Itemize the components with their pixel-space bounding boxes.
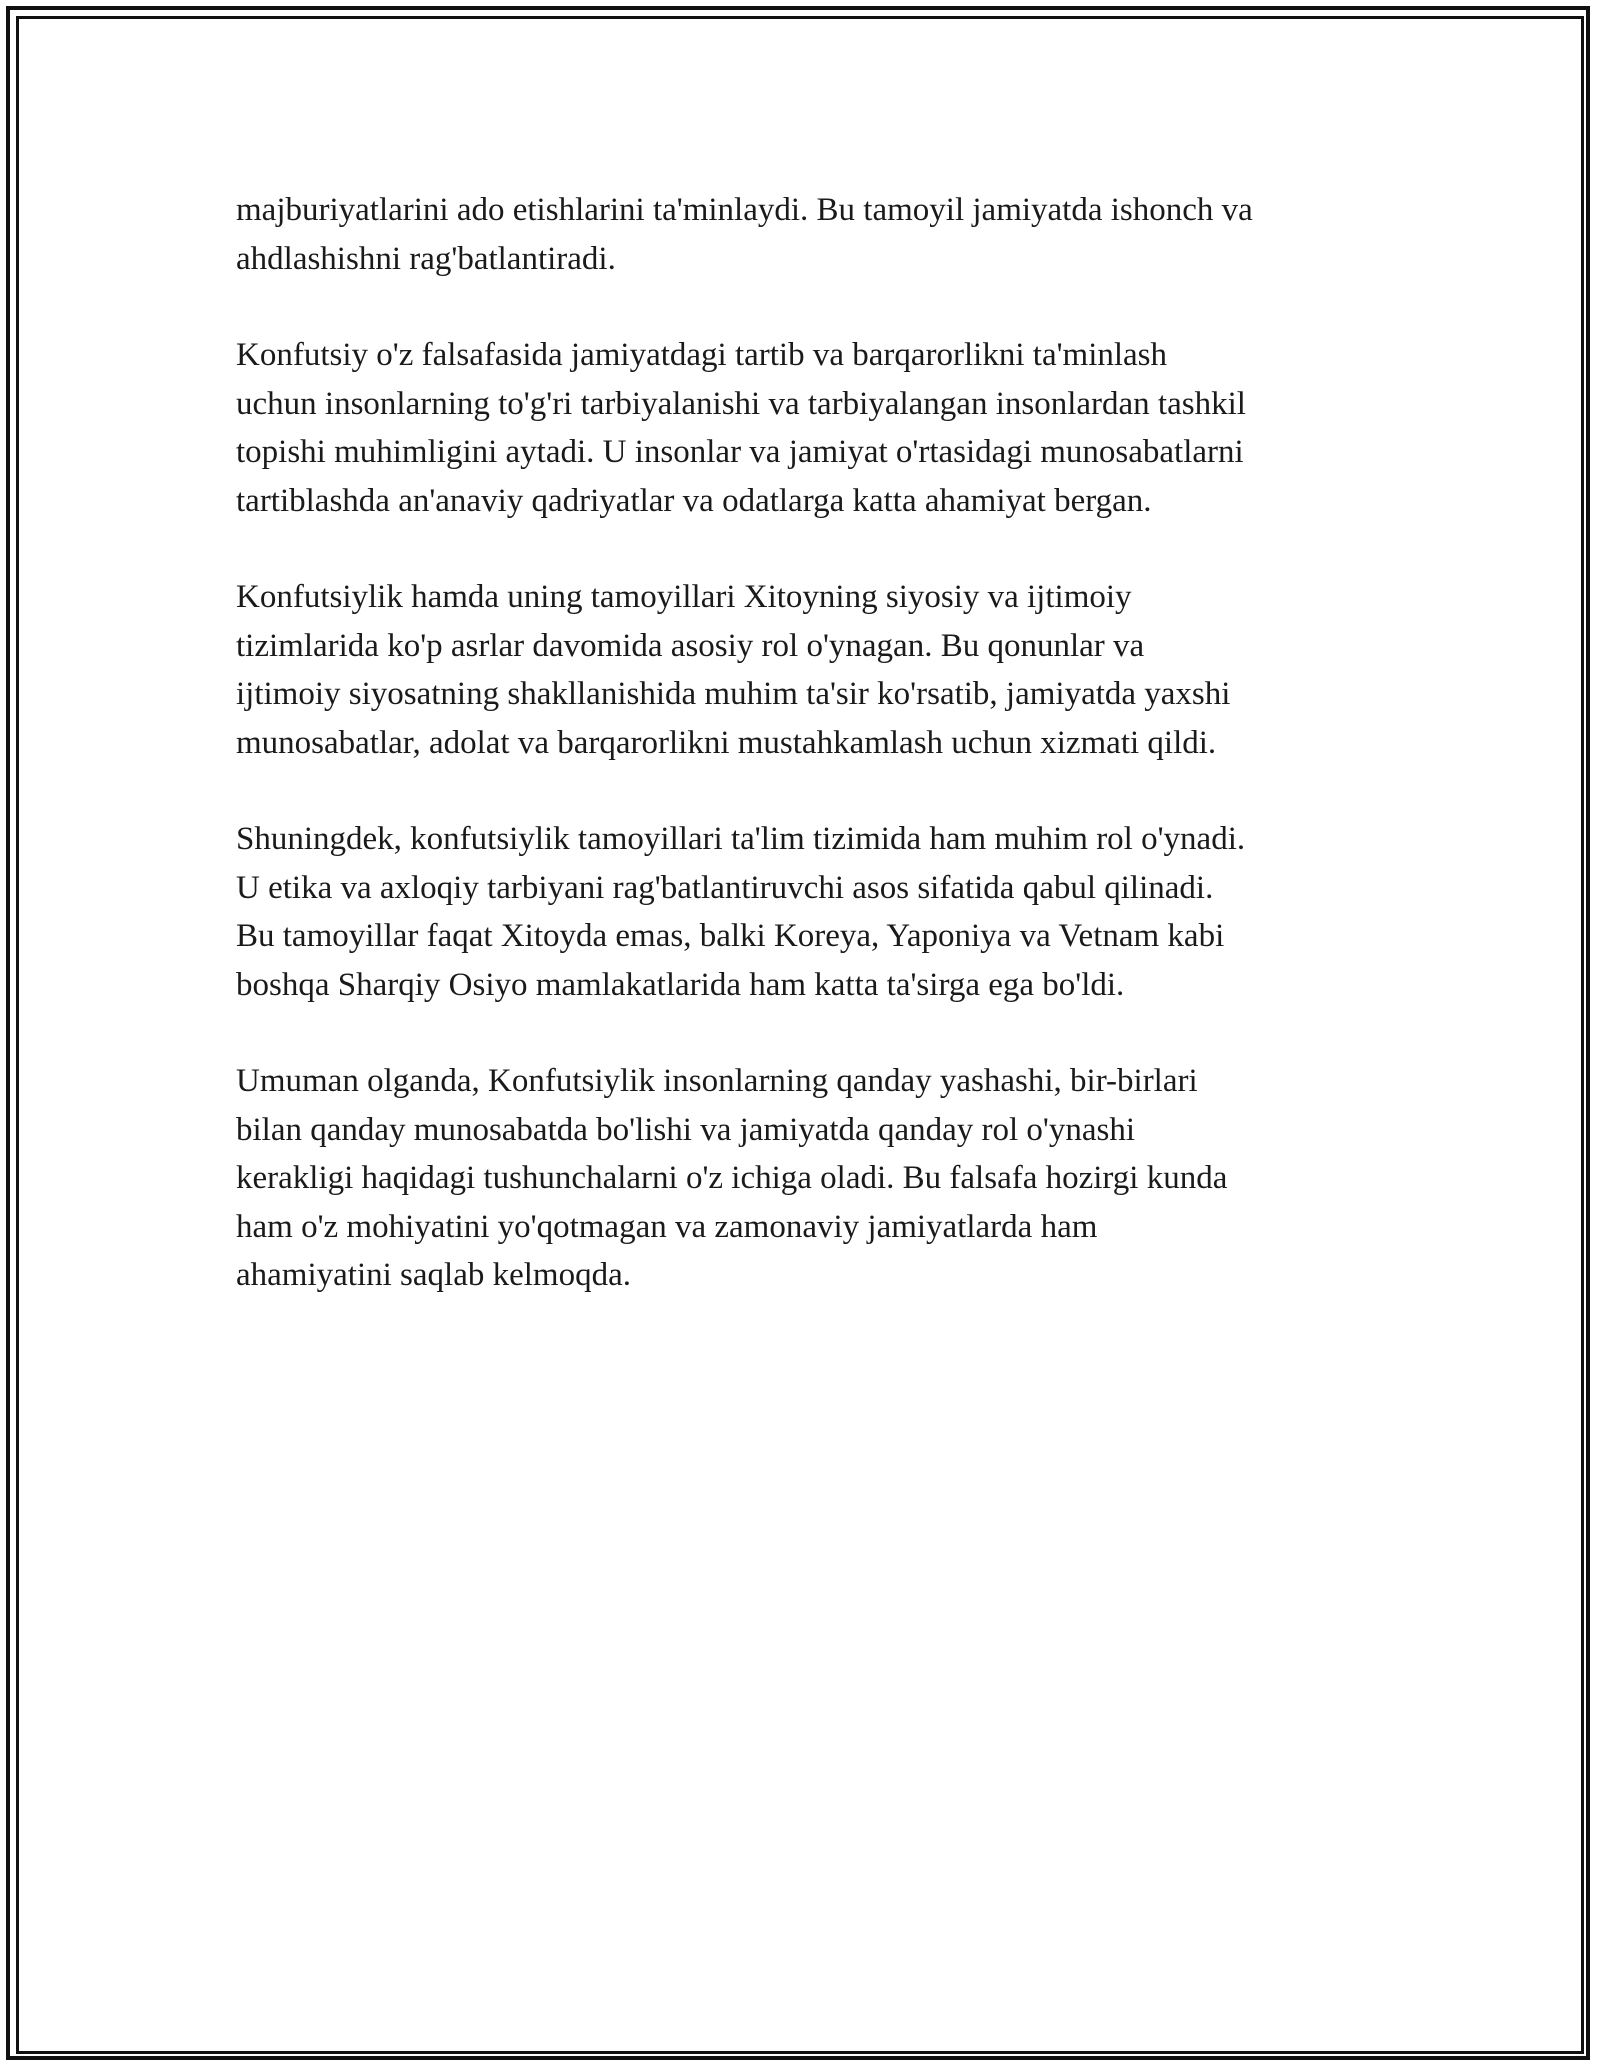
text-line: ijtimoiy siyosatning shakllanishida muhim ta'sir ko'rsatib, jamiyatda yaxshi xyxy=(236,676,1231,712)
paragraph-3 xyxy=(236,573,1396,767)
paragraph-5 xyxy=(236,1057,1396,1300)
text-line: uchun insonlarning to'g'ri tarbiyalanishi va tarbiyalangan insonlardan tashkil xyxy=(236,385,1246,422)
text-line: tartiblashda an'anaviy qadriyatlar va odatlarga katta ahamiyat bergan. xyxy=(236,482,1152,519)
text-line: Umuman olganda, Konfutsiylik insonlarning qanday yashashi, bir-birlari xyxy=(236,1063,1198,1099)
paragraph-1 xyxy=(236,186,1396,283)
text-line: U etika va axloqiy tarbiyani rag'batlantiruvchi asos sifatida qabul qilinadi. xyxy=(236,869,1214,906)
text-line: ahdlashishni rag'batlantiradi. xyxy=(236,240,616,277)
paragraph-2 xyxy=(236,331,1396,525)
text-line: ahamiyatini saqlab kelmoqda. xyxy=(236,1257,631,1293)
text-line: Shuningdek, konfutsiylik tamoyillari ta'lim tizimida ham muhim rol o'ynadi. xyxy=(236,821,1246,857)
text-line: boshqa Sharqiy Osiyo mamlakatlarida ham katta ta'sirga ega bo'ldi. xyxy=(236,966,1125,1003)
text-line: Konfutsiylik hamda uning tamoyillari Xitoyning siyosiy va ijtimoiy xyxy=(236,579,1132,615)
text-line: bilan qanday munosabatda bo'lishi va jamiyatda qanday rol o'ynashi xyxy=(236,1111,1136,1148)
document-body xyxy=(236,186,1396,1348)
text-line: topishi muhimligini aytadi. U insonlar va jamiyat o'rtasidagi munosabatlarni xyxy=(236,434,1244,470)
text-line: majburiyatlarini ado etishlarini ta'minlaydi. Bu tamoyil jamiyatda ishonch va xyxy=(236,192,1253,228)
paragraph-4 xyxy=(236,815,1396,1009)
text-line: Bu tamoyillar faqat Xitoyda emas, balki Koreya, Yaponiya va Vetnam kabi xyxy=(236,918,1225,954)
text-line: Konfutsiy o'z falsafasida jamiyatdagi tartib va barqarorlikni ta'minlash xyxy=(236,337,1168,373)
text-line: munosabatlar, adolat va barqarorlikni mustahkamlash uchun xizmati qildi. xyxy=(236,724,1217,761)
text-line: kerakligi haqidagi tushunchalarni o'z ichiga oladi. Bu falsafa hozirgi kunda xyxy=(236,1160,1228,1196)
text-line: ham o'z mohiyatini yo'qotmagan va zamonaviy jamiyatlarda ham xyxy=(236,1208,1098,1245)
text-line: tizimlarida ko'p asrlar davomida asosiy rol o'ynagan. Bu qonunlar va xyxy=(236,627,1145,664)
